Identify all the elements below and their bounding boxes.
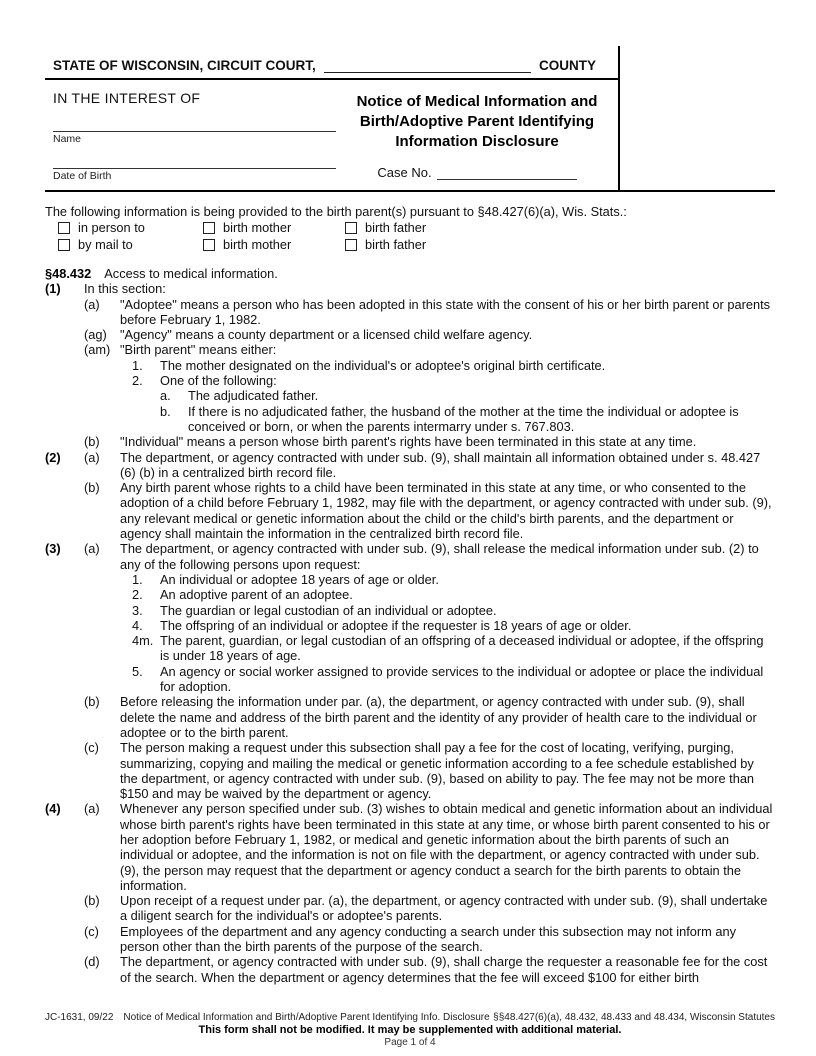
statute-heading bbox=[45, 266, 775, 281]
paragraph-text: Before releasing the information under par. (a), the department, or agency contracted with under sub. (9), shall delete the name and address of the birth parent and the identity of any provider of health care to the individual or adoptee or to the birth parent. bbox=[120, 694, 757, 740]
court-caption-suffix: COUNTY bbox=[539, 58, 596, 73]
checkbox-in-person-birth-father[interactable] bbox=[345, 222, 357, 234]
statute-paragraph bbox=[45, 480, 775, 541]
paragraph-label: (b) bbox=[84, 480, 100, 496]
paragraph-text: "Birth parent" means either: bbox=[120, 342, 277, 358]
statute-paragraph bbox=[45, 281, 775, 296]
paragraph-label: (c) bbox=[84, 740, 99, 756]
statute-paragraph bbox=[45, 297, 775, 328]
statute-paragraph bbox=[45, 327, 775, 342]
paragraph-label: (a) bbox=[84, 449, 100, 465]
paragraph-label: (b) bbox=[84, 893, 100, 909]
statute-paragraph bbox=[45, 618, 775, 633]
statute-paragraph bbox=[45, 541, 775, 572]
paragraph-label: 2. bbox=[132, 587, 143, 603]
paragraph-label: (1) bbox=[45, 281, 61, 297]
statute-paragraph bbox=[45, 633, 775, 664]
paragraph-text: In this section: bbox=[84, 281, 166, 297]
paragraph-label: 1. bbox=[132, 571, 143, 587]
county-blank[interactable] bbox=[324, 58, 531, 73]
checkbox-label-birth-father-1: birth father bbox=[365, 220, 427, 235]
page-title-line2: Birth/Adoptive Parent Identifying bbox=[359, 113, 595, 130]
paragraph-text: "Individual" means a person whose birth parent's rights have been terminated in this state at any time. bbox=[120, 434, 697, 450]
footer-form-name: Notice of Medical Information and Birth/Adoptive Parent Identifying Info. Disclosure bbox=[123, 1012, 490, 1023]
page-title-line1: Notice of Medical Information and bbox=[356, 93, 598, 110]
court-caption bbox=[45, 46, 618, 80]
paragraph-text: An adoptive parent of an adoptee. bbox=[160, 587, 353, 603]
statute-paragraph bbox=[45, 358, 775, 373]
checkbox-label-birth-father-2: birth father bbox=[365, 237, 427, 252]
statute-paragraph bbox=[45, 893, 775, 924]
paragraph-label: b. bbox=[160, 403, 171, 419]
paragraph-text: "Adoptee" means a person who has been adopted in this state with the consent of his or her birth parent or parents before February 1, 1982. bbox=[120, 296, 771, 327]
statute-paragraph bbox=[45, 388, 775, 403]
paragraph-label: (2) bbox=[45, 449, 61, 465]
paragraph-label: 4. bbox=[132, 617, 143, 633]
statute-paragraph bbox=[45, 572, 775, 587]
paragraph-label: (c) bbox=[84, 923, 99, 939]
paragraph-text: An individual or adoptee 18 years of age or older. bbox=[160, 571, 439, 587]
paragraph-label: 5. bbox=[132, 663, 143, 679]
statute-paragraph bbox=[45, 404, 775, 435]
case-number-blank[interactable] bbox=[437, 166, 577, 180]
form-footer bbox=[45, 1012, 775, 1048]
paragraph-label: (a) bbox=[84, 801, 100, 817]
statute-paragraph bbox=[45, 450, 775, 481]
statute-paragraph bbox=[45, 801, 775, 893]
paragraph-label: (3) bbox=[45, 541, 61, 557]
paragraph-text: Any birth parent whose rights to a child have been terminated in this state at any time, or who consented to the adoption of a child before February 1, 1982, may file with the department, or agency contracted with under sub. (9), any relevant medical or genetic information about the child or the child's birth parents, and the department or agency shall maintain the information in the centralized birth record file. bbox=[120, 480, 772, 542]
statute-paragraphs bbox=[45, 281, 775, 985]
footer-form-id: JC-1631, 09/22 bbox=[45, 1012, 114, 1023]
name-blank[interactable] bbox=[53, 106, 336, 132]
statute-paragraph bbox=[45, 587, 775, 602]
paragraph-label: (a) bbox=[84, 296, 100, 312]
page-title bbox=[342, 92, 612, 152]
paragraph-text: The mother designated on the individual's or adoptee's original birth certificate. bbox=[160, 357, 606, 373]
case-number-row bbox=[342, 165, 612, 180]
paragraph-label: (4) bbox=[45, 801, 61, 817]
statute-paragraph bbox=[45, 434, 775, 449]
paragraph-label: (ag) bbox=[84, 327, 107, 343]
provision-row-in-person bbox=[45, 219, 775, 236]
statute-paragraph bbox=[45, 954, 775, 985]
provision-row-by-mail bbox=[45, 236, 775, 253]
paragraph-text: One of the following: bbox=[160, 373, 277, 389]
paragraph-label: a. bbox=[160, 388, 171, 404]
paragraph-text: The person making a request under this subsection shall pay a fee for the cost of locating, verifying, purging, summarizing, copying and mailing the medical or genetic information according to a fee schedule established by the department, or agency contracted with under sub. (9), based on ability to pay. The fee may not be more than $150 and may be waived by the department or agency. bbox=[120, 740, 755, 802]
statute-paragraph bbox=[45, 342, 775, 357]
paragraph-text: "Agency" means a county department or a licensed child welfare agency. bbox=[120, 327, 533, 343]
court-caption-prefix: STATE OF WISCONSIN, CIRCUIT COURT, bbox=[53, 58, 316, 73]
paragraph-text: If there is no adjudicated father, the husband of the mother at the time the individual or adoptee is conceived or born, or when the parents intermarry under s. 767.803. bbox=[188, 403, 739, 434]
footer-modification-notice: This form shall not be modified. It may be supplemented with additional material. bbox=[198, 1024, 622, 1036]
statute-paragraph bbox=[45, 694, 775, 740]
statute-paragraph bbox=[45, 603, 775, 618]
statute-section bbox=[45, 266, 775, 985]
paragraph-text: The department, or agency contracted with under sub. (9), shall release the medical information under sub. (2) to any of the following persons upon request: bbox=[120, 541, 759, 572]
paragraph-text: The adjudicated father. bbox=[188, 388, 319, 404]
paragraph-label: (d) bbox=[84, 954, 100, 970]
name-label: Name bbox=[53, 133, 82, 145]
paragraph-label: 3. bbox=[132, 602, 143, 618]
page-title-line3: Information Disclosure bbox=[395, 133, 559, 150]
paragraph-text: The offspring of an individual or adoptee if the requester is 18 years of age or older. bbox=[160, 617, 632, 633]
date-of-birth-label: Date of Birth bbox=[53, 170, 112, 182]
case-party-block bbox=[45, 90, 340, 182]
title-block bbox=[340, 90, 618, 182]
header-main bbox=[45, 46, 620, 190]
checkbox-by-mail[interactable] bbox=[58, 239, 70, 251]
checkbox-in-person-birth-mother[interactable] bbox=[203, 222, 215, 234]
paragraph-text: The department, or agency contracted with under sub. (9), shall charge the requester a reasonable fee for the cost of the search. When the department or agency determines that the fee will exceed $100 for either birth bbox=[120, 954, 768, 985]
statute-paragraph bbox=[45, 373, 775, 388]
form-header bbox=[45, 46, 775, 192]
paragraph-text: The department, or agency contracted with under sub. (9), shall maintain all information obtained under s. 48.427 (6) (b) in a centralized birth record file. bbox=[120, 449, 761, 480]
paragraph-text: An agency or social worker assigned to provide services to the individual or adoptee or place the individual for adoption. bbox=[160, 663, 764, 695]
paragraph-text: The guardian or legal custodian of an individual or adoptee. bbox=[160, 602, 497, 618]
statute-number: §48.432 bbox=[45, 266, 92, 281]
in-the-interest-of-label: IN THE INTEREST OF bbox=[53, 90, 201, 106]
paragraph-label: 1. bbox=[132, 357, 143, 373]
statute-paragraph bbox=[45, 740, 775, 801]
paragraph-label: (am) bbox=[84, 342, 111, 358]
checkbox-by-mail-birth-mother[interactable] bbox=[203, 239, 215, 251]
paragraph-label: (a) bbox=[84, 541, 100, 557]
paragraph-label: 4m. bbox=[132, 633, 154, 649]
checkbox-label-birth-mother-1: birth mother bbox=[223, 220, 292, 235]
paragraph-label: (b) bbox=[84, 434, 100, 450]
footer-statutes-reference: §§48.427(6)(a), 48.432, 48.433 and 48.434, Wisconsin Statutes bbox=[493, 1012, 775, 1023]
paragraph-text: The parent, guardian, or legal custodian of an offspring of a deceased individual or adoptee, if the offspring is under 18 years of age. bbox=[160, 633, 764, 664]
checkbox-label-in-person: in person to bbox=[78, 220, 145, 235]
statute-paragraph bbox=[45, 924, 775, 955]
checkbox-label-by-mail: by mail to bbox=[78, 237, 133, 252]
paragraph-text: Upon receipt of a request under par. (a), the department, or agency contracted with under sub. (9), shall undertake a diligent search for the individual's or adoptee's parents. bbox=[120, 893, 768, 924]
case-number-label: Case No. bbox=[377, 165, 432, 180]
checkbox-in-person[interactable] bbox=[58, 222, 70, 234]
statute-title: Access to medical information. bbox=[104, 266, 278, 281]
provision-intro: The following information is being provided to the birth parent(s) pursuant to §48.427(6)(a), Wis. Stats.: bbox=[45, 204, 627, 219]
paragraph-label: 2. bbox=[132, 373, 143, 389]
footer-page-number: Page 1 of 4 bbox=[384, 1037, 436, 1048]
checkbox-label-birth-mother-2: birth mother bbox=[223, 237, 292, 252]
checkbox-by-mail-birth-father[interactable] bbox=[345, 239, 357, 251]
paragraph-label: (b) bbox=[84, 694, 100, 710]
paragraph-text: Employees of the department and any agency conducting a search under this subsection may not inform any person other than the birth parents of the purpose of the search. bbox=[120, 923, 737, 955]
date-of-birth-blank[interactable] bbox=[53, 145, 336, 169]
statute-paragraph bbox=[45, 664, 775, 695]
header-stamp-area bbox=[620, 46, 775, 190]
paragraph-text: Whenever any person specified under sub. (3) wishes to obtain medical and genetic information about an individual whose birth parent's rights have been terminated in this state at any time, or whose birth parent consented to his or her adoption before February 1, 1982, or medical and genetic information about the birth parents of such an individual or adoptee, and the information is not on file with the department, or agency contracted with under sub. (9), the person may request that the department or agency conduct a search for the birth parents to obtain the information. bbox=[120, 801, 773, 893]
